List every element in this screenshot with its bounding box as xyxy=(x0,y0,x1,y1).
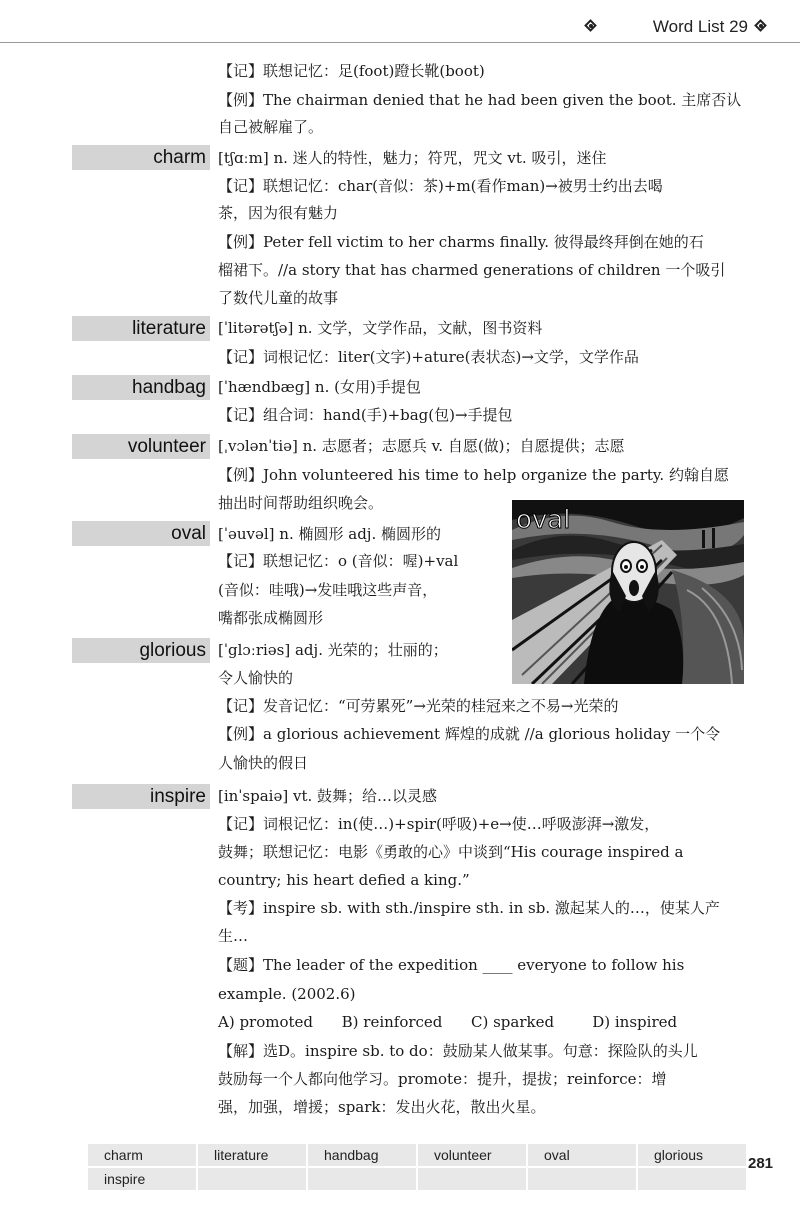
entry-line: 【记】组合词：hand(手)+bag(包)→手提包 xyxy=(218,406,513,424)
entry-line: 抽出时间帮助组织晚会。 xyxy=(218,494,384,512)
entry-line: 【解】选D。inspire sb. to do：鼓励某人做某事。句意：探险队的头儿 xyxy=(218,1042,698,1060)
entry-line: 榴裙下。//a story that has charmed generations of children 一个吸引 xyxy=(218,261,726,279)
index-cell-empty xyxy=(308,1168,416,1190)
entry-line: 【记】词根记忆：in(使…)+spir(呼吸)+e→使…呼吸澎湃→激发， xyxy=(218,815,660,833)
scream-illustration xyxy=(512,500,744,684)
index-cell-glorious: glorious xyxy=(638,1144,746,1166)
entry-line: 【记】联想记忆：足(foot)蹬长靴(boot) xyxy=(218,62,485,80)
entry-line: 自己被解雇了。 xyxy=(218,118,324,136)
entry-line: 【例】Peter fell victim to her charms finally. 彼得最终拜倒在她的石 xyxy=(218,233,704,251)
entry-line: 鼓舞；联想记忆：电影《勇敢的心》中谈到“His courage inspired a xyxy=(218,843,684,861)
index-cell-literature: literature xyxy=(198,1144,306,1166)
headword-literature: literature xyxy=(72,316,210,341)
diamond-ornament-icon xyxy=(584,19,598,33)
index-cell-volunteer: volunteer xyxy=(418,1144,526,1166)
entry-line: 【题】The leader of the expedition ____ everyone to follow his xyxy=(218,956,685,974)
image-label-oval: oval xyxy=(516,505,571,535)
page-header xyxy=(0,0,800,50)
entry-line: 【记】发音记忆：“可劳累死”→光荣的桂冠来之不易→光荣的 xyxy=(218,697,619,715)
entry-line: [ˈhændbæg] n. (女用)手提包 xyxy=(218,378,421,396)
headword-oval: oval xyxy=(72,521,210,546)
diamond-ornament-icon xyxy=(754,19,768,33)
page-number: 281 xyxy=(748,1155,774,1172)
entry-line: [inˈspaiə] vt. 鼓舞；给…以灵感 xyxy=(218,787,438,805)
headword-charm: charm xyxy=(72,145,210,170)
entry-line: [tʃɑːm] n. 迷人的特性，魅力；符咒，咒文 vt. 吸引，迷住 xyxy=(218,149,607,167)
entry-line: 嘴都张成椭圆形 xyxy=(218,609,324,627)
entry-line: [ˈlitərətʃə] n. 文学，文学作品，文献，图书资料 xyxy=(218,319,543,337)
entry-line: A) promoted B) reinforced C) sparked D) inspired xyxy=(218,1013,678,1031)
entry-line: 人愉快的假日 xyxy=(218,754,309,772)
index-cell-oval: oval xyxy=(528,1144,636,1166)
entry-line: 了数代儿童的故事 xyxy=(218,289,339,307)
entry-line: [ˈəuvəl] n. 椭圆形 adj. 椭圆形的 xyxy=(218,525,441,543)
index-cell-empty xyxy=(198,1168,306,1190)
entry-line: example. (2002.6) xyxy=(218,985,356,1003)
index-cell-handbag: handbag xyxy=(308,1144,416,1166)
entry-line: 【考】inspire sb. with sth./inspire sth. in sb. 激起某人的…，使某人产 xyxy=(218,899,720,917)
index-cell-empty xyxy=(528,1168,636,1190)
index-cell-empty xyxy=(638,1168,746,1190)
entry-line: 【记】联想记忆：o (音似：喔)+val xyxy=(218,552,459,570)
entry-line: 【记】联想记忆：char(音似：茶)+m(看作man)→被男士约出去喝 xyxy=(218,177,663,195)
index-cell-charm: charm xyxy=(88,1144,196,1166)
entry-line: country; his heart defied a king.” xyxy=(218,871,470,889)
entry-line: 【记】词根记忆：liter(文字)+ature(表状态)→文学，文学作品 xyxy=(218,348,639,366)
index-cell-empty xyxy=(418,1168,526,1190)
header-rule xyxy=(0,42,800,43)
entry-line: [ˈglɔːriəs] adj. 光荣的；壮丽的； xyxy=(218,641,448,659)
entry-line: 鼓励每一个人都向他学习。promote：提升，提拔；reinforce：增 xyxy=(218,1070,667,1088)
entry-line: 生… xyxy=(218,927,249,945)
entry-line: [ˌvɔlənˈtiə] n. 志愿者；志愿兵 v. 自愿(做)；自愿提供；志愿 xyxy=(218,437,625,455)
entry-line: 令人愉快的 xyxy=(218,669,294,687)
entry-line: 【例】a glorious achievement 辉煌的成就 //a glorious holiday 一个令 xyxy=(218,725,721,743)
headword-handbag: handbag xyxy=(72,375,210,400)
headword-volunteer: volunteer xyxy=(72,434,210,459)
headword-glorious: glorious xyxy=(72,638,210,663)
entry-line: 【例】The chairman denied that he had been given the boot. 主席否认 xyxy=(218,91,742,109)
entry-line: 茶，因为很有魅力 xyxy=(218,204,339,222)
headword-inspire: inspire xyxy=(72,784,210,809)
index-cell-inspire: inspire xyxy=(88,1168,196,1190)
entry-line: (音似：哇哦)→发哇哦这些声音， xyxy=(218,581,438,599)
entry-line: 强，加强，增援；spark：发出火花，散出火星。 xyxy=(218,1098,546,1116)
word-list-title: Word List 29 xyxy=(652,17,748,36)
entry-line: 【例】John volunteered his time to help organize the party. 约翰自愿 xyxy=(218,466,729,484)
